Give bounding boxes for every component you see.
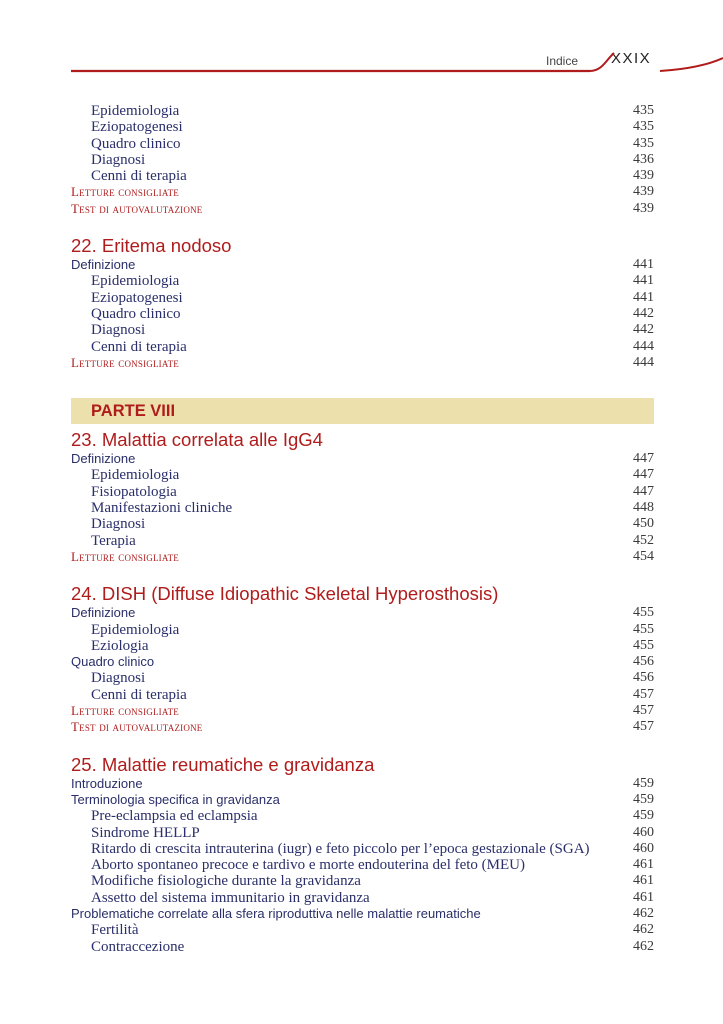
- toc-entry-label: Cenni di terapia: [91, 168, 187, 185]
- toc-entry-label: Terminologia specifica in gravidanza: [71, 791, 280, 807]
- toc-entry[interactable]: [71, 103, 654, 119]
- part-banner: PARTE VIII: [71, 398, 654, 424]
- toc-entry-page: 455: [633, 605, 654, 621]
- toc-entry-page: 459: [633, 808, 654, 824]
- toc-entry-page: 447: [633, 451, 654, 467]
- toc-entry-page: 461: [633, 889, 654, 905]
- toc-entry[interactable]: [71, 451, 654, 467]
- toc-entry-label: Assetto del sistema immunitario in gravidanza: [91, 889, 370, 906]
- toc-entry-page: 441: [633, 289, 654, 305]
- toc-entry-label: Cenni di terapia: [91, 686, 187, 703]
- toc-entry-label: Diagnosi: [91, 516, 146, 533]
- toc-entry-label: Introduzione: [71, 775, 143, 791]
- toc-entry-page: 439: [633, 200, 654, 216]
- toc-entry[interactable]: [71, 533, 654, 549]
- toc-entry-page: 444: [633, 354, 654, 370]
- toc-entry-label: Pre-eclampsia ed eclampsia: [91, 808, 258, 825]
- toc-entry-label: Cenni di terapia: [91, 338, 187, 355]
- toc-entry-label: Test di autovalutazione: [71, 200, 203, 216]
- toc-entry-page: 435: [633, 135, 654, 151]
- toc-entry-page: 459: [633, 775, 654, 791]
- toc-entry[interactable]: [71, 776, 654, 792]
- toc-entry-page: 450: [633, 516, 654, 532]
- toc-entry[interactable]: [71, 484, 654, 500]
- toc-entry-label: Contraccezione: [91, 938, 185, 955]
- toc-entry-label: Fisiopatologia: [91, 483, 177, 500]
- toc-entry-page: 439: [633, 184, 654, 200]
- toc-entry[interactable]: [71, 808, 654, 824]
- toc-block-continuation: [71, 103, 654, 217]
- toc-entry-label: Eziologia: [91, 637, 149, 654]
- toc-entry[interactable]: [71, 605, 654, 621]
- chapter-title-23[interactable]: 23. Malattia correlata alle IgG4: [71, 429, 323, 451]
- table-of-contents: [71, 103, 654, 955]
- toc-entry[interactable]: [71, 841, 654, 857]
- toc-entry-page: 447: [633, 483, 654, 499]
- toc-entry-page: 441: [633, 273, 654, 289]
- toc-entry-label: Sindrome HELLP: [91, 824, 200, 841]
- toc-entry-label: Diagnosi: [91, 322, 146, 339]
- toc-entry-page: 461: [633, 857, 654, 873]
- toc-entry-page: 455: [633, 637, 654, 653]
- toc-entry[interactable]: [71, 201, 654, 217]
- toc-entry-label: Eziopatogenesi: [91, 289, 183, 306]
- toc-entry[interactable]: [71, 516, 654, 532]
- toc-entry-label: Problematiche correlate alla sfera riproduttiva nelle malattie reumatiche: [71, 905, 481, 921]
- chapter-title-22[interactable]: 22. Eritema nodoso: [71, 235, 232, 257]
- toc-entry-page: 442: [633, 322, 654, 338]
- toc-entry-page: 457: [633, 686, 654, 702]
- toc-entry-label: Terapia: [91, 532, 136, 549]
- toc-entry-label: Quadro clinico: [91, 305, 181, 322]
- toc-entry[interactable]: [71, 136, 654, 152]
- toc-entry[interactable]: [71, 622, 654, 638]
- toc-entry-page: 439: [633, 168, 654, 184]
- toc-entry-page: 436: [633, 151, 654, 167]
- toc-entry-label: Definizione: [71, 605, 136, 621]
- toc-entry-page: 462: [633, 938, 654, 954]
- toc-entry-label: Quadro clinico: [91, 135, 181, 152]
- toc-entry[interactable]: [71, 257, 654, 273]
- toc-entry[interactable]: [71, 500, 654, 516]
- toc-entry-page: 457: [633, 703, 654, 719]
- toc-entry-label: Letture consigliate: [71, 184, 179, 200]
- toc-entry[interactable]: [71, 939, 654, 955]
- toc-entry-page: 460: [633, 840, 654, 856]
- toc-entry[interactable]: [71, 687, 654, 703]
- toc-entry-label: Test di autovalutazione: [71, 719, 203, 735]
- toc-entry[interactable]: [71, 355, 654, 371]
- toc-entry-label: Epidemiologia: [91, 103, 180, 119]
- toc-entry[interactable]: [71, 322, 654, 338]
- toc-entry[interactable]: [71, 670, 654, 686]
- toc-entry-label: Epidemiologia: [91, 273, 180, 290]
- toc-entry-label: Diagnosi: [91, 670, 146, 687]
- toc-entry-label: Ritardo di crescita intrauterina (iugr) e feto piccolo per l’epoca gestazionale (SGA): [91, 840, 590, 857]
- toc-entry[interactable]: [71, 890, 654, 906]
- toc-entry-page: 456: [633, 654, 654, 670]
- header-page-number: XXIX: [611, 50, 652, 67]
- toc-entry-page: 460: [633, 824, 654, 840]
- toc-entry-page: 447: [633, 467, 654, 483]
- toc-entry[interactable]: [71, 703, 654, 719]
- toc-entry[interactable]: [71, 857, 654, 873]
- toc-entry[interactable]: [71, 152, 654, 168]
- toc-entry[interactable]: [71, 306, 654, 322]
- toc-entry-label: Definizione: [71, 451, 136, 467]
- toc-entry[interactable]: [71, 119, 654, 135]
- toc-entry[interactable]: [71, 922, 654, 938]
- toc-entry-label: Letture consigliate: [71, 703, 179, 719]
- toc-entry-label: Letture consigliate: [71, 354, 179, 370]
- toc-entry-page: 462: [633, 922, 654, 938]
- toc-entry-page: 459: [633, 791, 654, 807]
- toc-entry[interactable]: [71, 654, 654, 670]
- toc-block-chapter-24: [71, 605, 654, 735]
- toc-entry[interactable]: [71, 549, 654, 565]
- header-section-label: Indice: [546, 54, 579, 68]
- toc-block-chapter-22: [71, 257, 654, 371]
- toc-entry-page: 456: [633, 670, 654, 686]
- toc-entry-page: 444: [633, 338, 654, 354]
- toc-entry[interactable]: [71, 467, 654, 483]
- toc-entry[interactable]: [71, 825, 654, 841]
- toc-entry-label: Modifiche fisiologiche durante la gravidanza: [91, 873, 361, 890]
- toc-entry-label: Quadro clinico: [71, 654, 155, 670]
- toc-entry-page: 462: [633, 905, 654, 921]
- header-rule: [0, 48, 723, 80]
- toc-entry-label: Eziopatogenesi: [91, 119, 183, 136]
- toc-entry-page: 441: [633, 257, 654, 273]
- toc-entry-label: Aborto spontaneo precoce e tardivo e morte endouterina del feto (MEU): [91, 857, 526, 874]
- chapter-title-24[interactable]: 24. DISH (Diffuse Idiopathic Skeletal Hyperosthosis): [71, 583, 499, 605]
- toc-block-chapter-25: [71, 776, 654, 955]
- toc-entry[interactable]: [71, 339, 654, 355]
- toc-entry[interactable]: [71, 719, 654, 735]
- toc-entry-page: 461: [633, 873, 654, 889]
- toc-entry[interactable]: [71, 638, 654, 654]
- toc-entry-page: 455: [633, 621, 654, 637]
- toc-entry-page: 448: [633, 500, 654, 516]
- toc-entry[interactable]: [71, 273, 654, 289]
- toc-entry[interactable]: [71, 290, 654, 306]
- toc-entry[interactable]: [71, 792, 654, 808]
- toc-entry-page: 452: [633, 532, 654, 548]
- toc-entry-page: 457: [633, 719, 654, 735]
- toc-entry[interactable]: [71, 873, 654, 889]
- toc-block-chapter-23: [71, 451, 654, 565]
- toc-entry-label: Epidemiologia: [91, 467, 180, 484]
- toc-entry-label: Fertilità: [91, 922, 139, 939]
- toc-entry[interactable]: [71, 906, 654, 922]
- toc-entry-label: Definizione: [71, 257, 136, 273]
- toc-entry-label: Letture consigliate: [71, 548, 179, 564]
- toc-entry-label: Epidemiologia: [91, 621, 180, 638]
- toc-entry-page: 442: [633, 305, 654, 321]
- toc-entry-label: Diagnosi: [91, 151, 146, 168]
- toc-entry-page: 454: [633, 548, 654, 564]
- toc-entry[interactable]: [71, 184, 654, 200]
- toc-entry-page: 435: [633, 119, 654, 135]
- toc-entry[interactable]: [71, 168, 654, 184]
- toc-entry-page: 435: [633, 103, 654, 118]
- chapter-title-25[interactable]: 25. Malattie reumatiche e gravidanza: [71, 753, 375, 775]
- toc-entry-label: Manifestazioni cliniche: [91, 500, 233, 517]
